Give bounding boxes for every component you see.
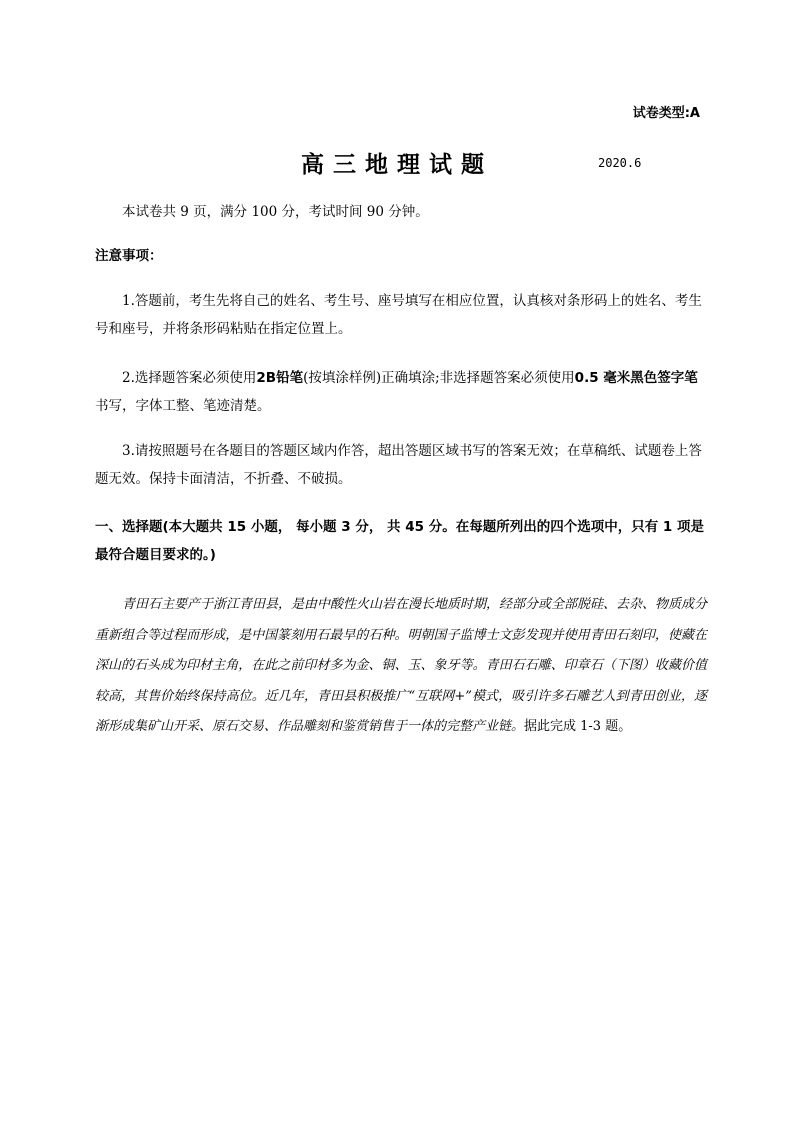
notice-item-2-pencil: 2B铅笔 <box>256 370 304 386</box>
notice-item-2-pen: 0.5 毫米黑色签字笔 <box>574 370 698 386</box>
reading-passage <box>95 590 707 743</box>
exam-type-label: 试卷类型:A <box>632 106 700 121</box>
notice-item-2-part-a: 2.选择题答案必须使用 <box>122 370 257 386</box>
notice-item-2-part-e: 书写，字体工整、笔迹清楚。 <box>95 398 271 414</box>
section-1-heading: 一、选择题(本大题共 15 小题， 每小题 3 分， 共 45 分。在每题所列出的四个选项中，只有 1 项是最符合题目要求的。) <box>95 519 705 563</box>
notice-item-2 <box>95 364 707 420</box>
passage-text: 青田石主要产于浙江青田县，是由中酸性火山岩在漫长地质时期，经部分或全部脱硅、去杂、物质成分重新组合等过程而形成，是中国篆刻用石最早的石种。明朝国子监博士文彭发现并使用青田石刻印，使藏在深山的石头成为印材主角，在此之前印材多为金、铜、玉、象牙等。青田石石雕、印章石（下图）收藏价值较高，其售价始终保持高位。近几年，青田县积极推广“互联网+”模式，吸引许多石雕艺人到青田创业，逐渐形成集矿山开采、原石交易、作品雕刻和鉴赏销售于一体的完整产业链。 <box>95 597 708 734</box>
notice-heading: 注意事项： <box>95 248 163 264</box>
intro-text: 本试卷共 9 页，满分 100 分，考试时间 90 分钟。 <box>122 204 429 220</box>
page-title: 高三地理试题 <box>301 152 493 178</box>
notice-item-1: 1.答题前，考生先将自己的姓名、考生号、座号填写在相应位置，认真核对条形码上的姓名、考生号和座号，并将条形码粘贴在指定位置上。 <box>95 293 702 337</box>
notice-item-3: 3.请按照题号在各题目的答题区域内作答，超出答题区域书写的答案无效；在草稿纸、试题卷上答题无效。保持卡面清洁，不折叠、不破损。 <box>95 443 702 487</box>
exam-date: 2020.6 <box>598 156 642 170</box>
passage-instruction: 据此完成 1-3 题。 <box>524 719 632 734</box>
notice-item-2-part-c: (按填涂样例)正确填涂;非选择题答案必须使用 <box>303 370 575 386</box>
